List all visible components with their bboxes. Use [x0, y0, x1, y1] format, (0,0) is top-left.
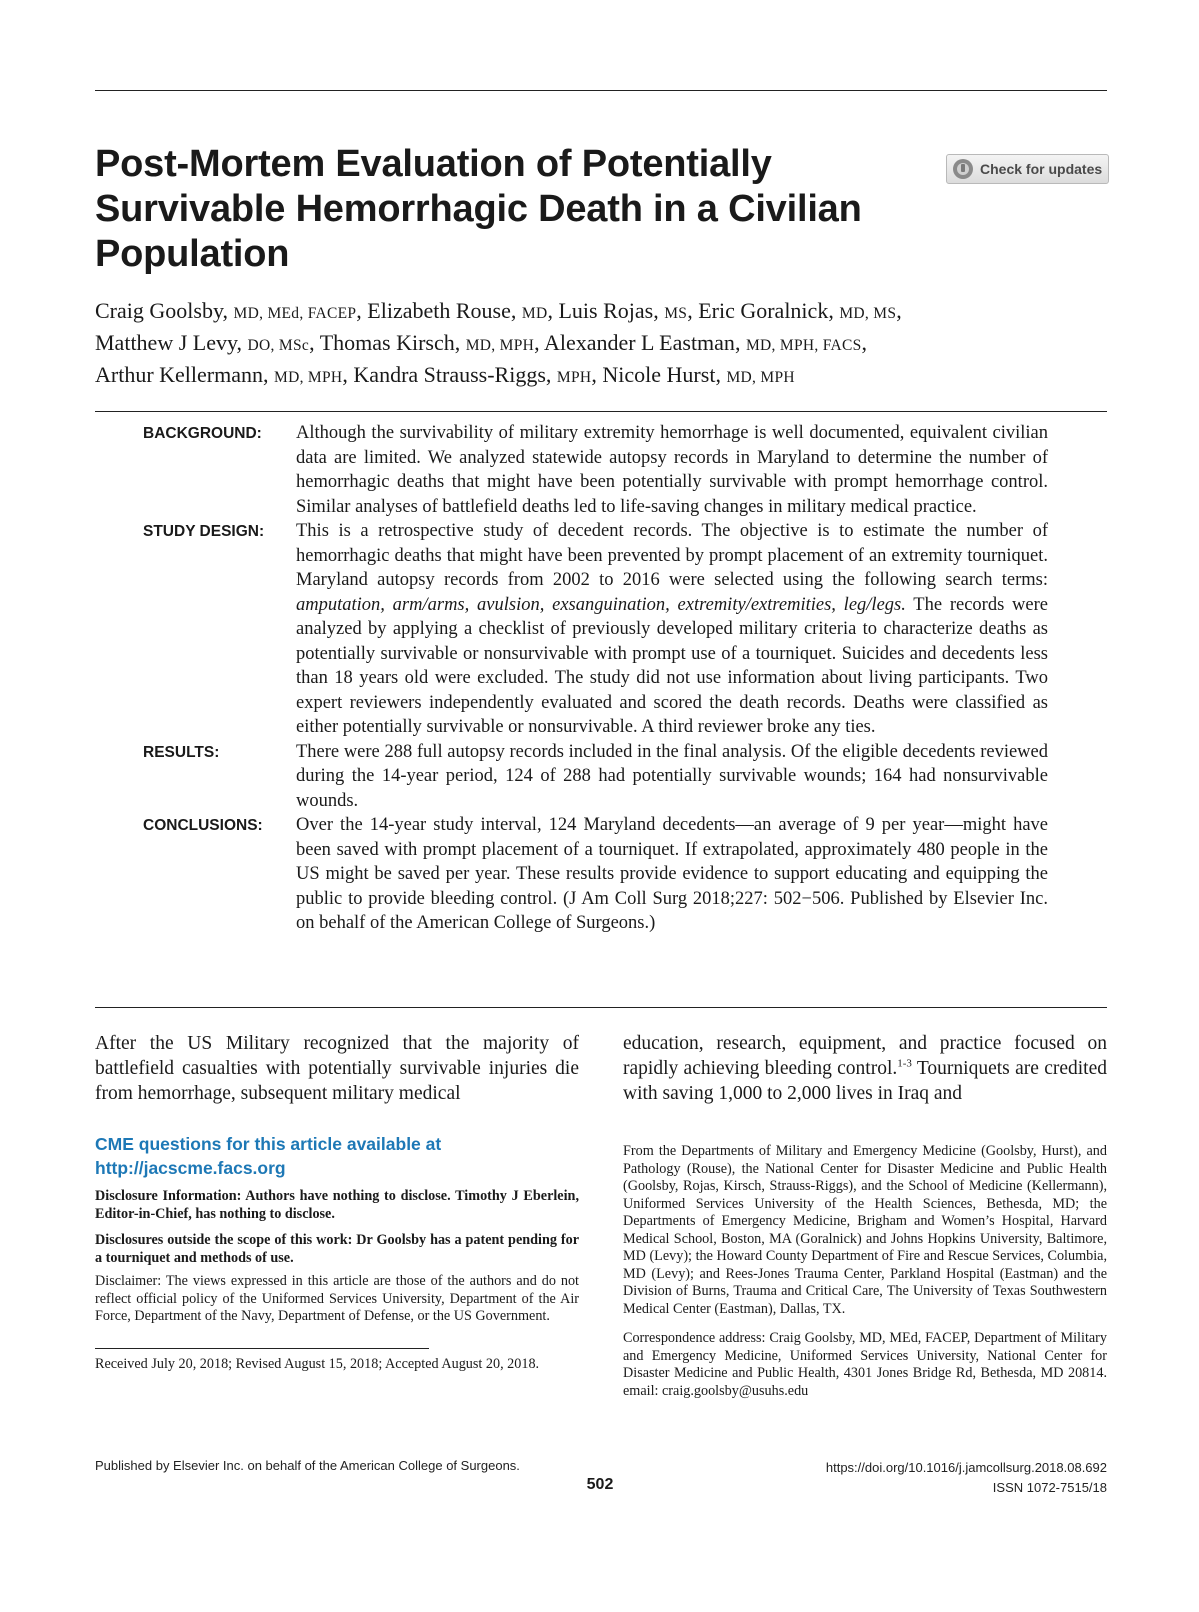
design-text-part: This is a retrospective study of decedent records. The objective is to estimate the number of hemorrhagic deaths that might have been prevented by prompt placement of an extremity tourniquet. Maryland autopsy records from 2002 to 2016 were selected using the following search terms:: [296, 521, 1048, 590]
abstract-conclusions: [143, 813, 1107, 936]
author-credentials: MS: [664, 305, 688, 322]
abstract-study-design: [143, 519, 1107, 740]
publisher-note: Published by Elsevier Inc. on behalf of the American College of Surgeons.: [95, 1458, 520, 1473]
disclosure-info: Disclosure Information: Authors have nothing to disclose. Timothy J Eberlein, Editor-in-Chief, has nothing to disclose.: [95, 1188, 579, 1222]
author-name: Elizabeth Rouse: [367, 298, 511, 323]
doi-link[interactable]: https://doi.org/10.1016/j.jamcollsurg.2018.08.692: [825, 1460, 1107, 1475]
issn: ISSN 1072-7515/18: [992, 1480, 1107, 1495]
abstract-background: [143, 421, 1107, 519]
author-name: Craig Goolsby: [95, 298, 223, 323]
author-name: Eric Goralnick: [698, 298, 829, 323]
abstract-section-text: There were 288 full autopsy records included in the final analysis. Of the eligible decedents reviewed during the 14-year period, 124 of 288 had potentially survivable wounds; 164 had nonsurvivable wounds.: [296, 741, 1048, 811]
check-for-updates-label: Check for updates: [980, 161, 1103, 177]
abstract-section-label: RESULTS:: [143, 743, 220, 761]
cme-text: CME questions for this article available at: [95, 1134, 442, 1154]
author-credentials: MD, MS: [839, 305, 897, 322]
body-text-right: [623, 1031, 1107, 1106]
author-name: Kandra Strauss-Riggs: [353, 362, 546, 387]
author-credentials: MD, MPH: [465, 337, 535, 354]
author-list: Craig Goolsby, MD, MEd, FACEP, Elizabeth Rouse, MD, Luis Rojas, MS, Eric Goralnick, MD, MS, Matthew J Levy, DO, MSc, Thomas Kirsch, MD, MPH, Alexander L Eastman, MD, MPH, FACS, Arthur Kellermann, MD, MPH, Kandra Strauss-Riggs, MPH, Nicole Hurst, MD, MPH: [95, 298, 902, 387]
article-page: [95, 0, 1107, 1612]
top-rule: [95, 90, 1107, 91]
cme-link[interactable]: http://jacscme.facs.org: [95, 1158, 286, 1178]
author-credentials: MD, MEd, FACEP: [233, 305, 357, 322]
body-text-left: After the US Military recognized that the majority of battlefield casualties with potentially survivable injuries die from hemorrhage, subsequent military medical: [95, 1033, 579, 1104]
reference-marker[interactable]: 1-3: [897, 1057, 912, 1070]
author-credentials: MPH: [556, 369, 592, 386]
abstract-section-label: CONCLUSIONS:: [143, 817, 263, 834]
received-dates: Received July 20, 2018; Revised August 15, 2018; Accepted August 20, 2018.: [95, 1356, 540, 1372]
search-terms: amputation, arm/arms, avulsion, exsanguination, extremity/extremities, leg/legs.: [296, 594, 906, 615]
page-number: 502: [586, 1476, 614, 1493]
check-for-updates-button[interactable]: [946, 154, 1109, 184]
affiliations: From the Departments of Military and Emergency Medicine (Goolsby, Hurst), and Pathology (Rouse), the National Center for Disaster Medicine and Public Health (Goolsby, Rojas, Kirsch, Strauss-Riggs), and the School of Medicine (Kellermann), Uniformed Services University of the Health Sciences, Bethesda, MD; the Departments of Emergency Medicine, Brigham and Women’s Hospital, Harvard Medical School, Boston, MA (Goralnick) and Johns Hopkins University, Baltimore, MD (Levy); the Howard County Department of Fire and Rescue Services, Columbia, MD (Levy); and Rees-Jones Trauma Center, Parkland Hospital (Eastman) and the Division of Burns, Trauma and Critical Care, The University of Texas Southwestern Medical Center (Eastman), Dallas, TX.: [623, 1143, 1107, 1317]
design-text-part: The records were analyzed by applying a checklist of previously developed military criteria to characterize deaths as potentially survivable or nonsurvivable with prompt use of a tourniquet. Suicides and decedents less than 18 years old were excluded. The study did not use information about living participants. Two expert reviewers independently evaluated and scored the death records. Deaths were classified as either potentially survivable or nonsurvivable. A third reviewer broke any ties.: [296, 594, 1048, 737]
abstract: [143, 421, 1107, 936]
article-title: Post-Mortem Evaluation of Potentially Survivable Hemorrhagic Death in a Civilian Population: [95, 143, 862, 275]
author-name: Nicole Hurst: [602, 362, 716, 387]
author-name: Arthur Kellermann: [95, 362, 263, 387]
cme-notice: [95, 1132, 579, 1180]
footer-identifiers: [707, 1458, 1107, 1498]
disclosure-outside-scope: Disclosures outside the scope of this work: Dr Goolsby has a patent pending for a tourniquet and methods of use.: [95, 1232, 579, 1266]
author-credentials: MD: [521, 305, 548, 322]
body-text-part: Tourniquets are credited with saving 1,000 to 2,000 lives in Iraq and: [623, 1058, 1107, 1104]
disclaimer: Disclaimer: The views expressed in this article are those of the authors and do not reflect official policy of the Uniformed Services University, Department of the Air Force, Department of the Navy, Department of Defense, or the US Government.: [95, 1273, 579, 1324]
abstract-section-text: [296, 519, 1048, 740]
body-text-part: education, research, equipment, and practice focused on rapidly achieving bleeding control.: [623, 1033, 1107, 1079]
abstract-results: [143, 740, 1107, 814]
author-credentials: MD, MPH: [274, 369, 343, 386]
correspondence: Correspondence address: Craig Goolsby, MD, MEd, FACEP, Department of Military and Emergency Medicine, Uniformed Services University, National Center for Disaster Medicine and Public Health, 4301 Jones Bridge Rd, Bethesda, MD 20814. email: craig.goolsby@usuhs.edu: [623, 1330, 1107, 1399]
author-name: Matthew J Levy: [95, 330, 237, 355]
author-name: Thomas Kirsch: [319, 330, 455, 355]
abstract-top-rule: [95, 411, 1107, 412]
abstract-section-label: STUDY DESIGN:: [143, 523, 265, 540]
abstract-bottom-rule: [95, 1007, 1107, 1008]
abstract-section-text: Although the survivability of military extremity hemorrhage is well documented, equivalent civilian data are limited. We analyzed statewide autopsy records in Maryland to determine the number of hemorrhagic deaths that might have been potentially survivable with prompt hemorrhage control. Similar analyses of battlefield deaths led to life-saving changes in military medical practice.: [296, 423, 1048, 517]
author-credentials: MD, MPH, FACS: [745, 337, 862, 354]
author-credentials: MD, MPH: [726, 369, 795, 386]
crossmark-icon: [953, 159, 973, 179]
abstract-section-label: BACKGROUND:: [143, 425, 262, 442]
author-credentials: DO, MSc: [247, 337, 310, 354]
author-name: Alexander L Eastman: [543, 330, 735, 355]
footnote-rule: [95, 1348, 429, 1349]
author-name: Luis Rojas: [558, 298, 654, 323]
abstract-section-text: Over the 14-year study interval, 124 Maryland decedents—an average of 9 per year—might have been saved with prompt placement of a tourniquet. If extrapolated, approximately 480 people in the US might be saved per year. These results provide evidence to support educating and equipping the public to provide bleeding control. (J Am Coll Surg 2018;227: 502−506. Published by Elsevier Inc. on behalf of the American College of Surgeons.): [296, 815, 1048, 933]
